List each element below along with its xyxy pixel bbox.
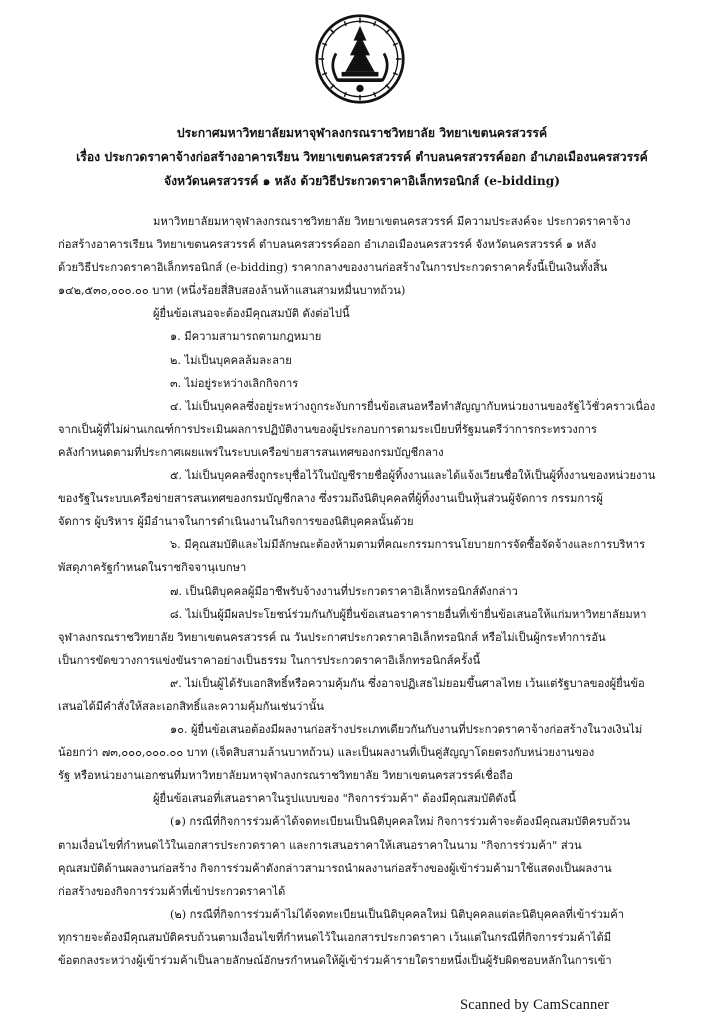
text-line: ผู้ยื่นข้อเสนอจะต้องมีคุณสมบัติ ดังต่อไปนี้ (153, 307, 350, 321)
text-line: จุฬาลงกรณราชวิทยาลัย วิทยาเขตนครสวรรค์ ณ วันประกาศประกวดราคาอิเล็กทรอนิกส์ หรือไม่เป็นผู้กระทำการอัน (58, 630, 606, 644)
text-line: ด้วยวิธีประกวดราคาอิเล็กทรอนิกส์ (e-bidding) ราคากลางของงานก่อสร้างในการประกวดราคาครั้งนี้เป็นเงินทั้งสิ้น (58, 261, 608, 275)
text-line: ของรัฐในระบบเครือข่ายสารสนเทศของกรมบัญชีกลาง ซึ่งรวมถึงนิติบุคคลที่ผู้ทิ้งงานเป็นหุ้นส่วนผู้จัดการ กรรมการผู้ (58, 492, 603, 506)
text-line: ๓. ไม่อยู่ระหว่างเลิกกิจการ (170, 376, 299, 390)
text-line: (๑) กรณีที่กิจการร่วมค้าได้จดทะเบียนเป็นนิติบุคคลใหม่ กิจการร่วมค้าจะต้องมีคุณสมบัติครบถ้วน (170, 815, 631, 829)
text-line: รัฐ หรือหน่วยงานเอกชนที่มหาวิทยาลัยมหาจุฬาลงกรณราชวิทยาลัย วิทยาเขตนครสวรรค์เชื่อถือ (58, 769, 513, 783)
text-line: ผู้ยื่นข้อเสนอที่เสนอราคาในรูปแบบของ "กิจการร่วมค้า" ต้องมีคุณสมบัติดังนี้ (153, 792, 516, 806)
text-line: ทุกรายจะต้องมีคุณสมบัติครบถ้วนตามเงื่อนไขที่กำหนดไว้ในเอกสารประกวดราคา เว้นแต่ในกรณีที่กิจการร่วมค้าได้มี (58, 930, 612, 944)
text-line: มหาวิทยาลัยมหาจุฬาลงกรณราชวิทยาลัย วิทยาเขตนครสวรรค์ มีความประสงค์จะ ประกวดราคาจ้าง (153, 215, 631, 228)
text-line: จากเป็นผู้ที่ไม่ผ่านเกณฑ์การประเมินผลการปฏิบัติงานของผู้ประกอบการตามระเบียบที่รัฐมนตรีว่าการกระทรวงการ (58, 422, 597, 436)
title-line: เรื่อง ประกวดราคาจ้างก่อสร้างอาคารเรียน วิทยาเขตนครสวรรค์ ตำบลนครสวรรค์ออก อำเภอเมืองนครสวรรค์ (76, 150, 648, 164)
scanner-watermark: Scanned by CamScanner (460, 997, 610, 1013)
text-line: คุณสมบัติด้านผลงานก่อสร้าง กิจการร่วมค้าดังกล่าวสามารถนำผลงานก่อสร้างของผู้เข้าร่วมค้ามาใช้แสดงเป็นผลงาน (58, 861, 612, 875)
announcement-body (58, 210, 672, 972)
text-line: ก่อสร้างของกิจการร่วมค้าที่เข้าประกวดราคาได้ (58, 884, 286, 898)
text-line: ๙. ไม่เป็นผู้ได้รับเอกสิทธิ์หรือความคุ้มกัน ซึ่งอาจปฏิเสธไม่ยอมขึ้นศาลไทย เว้นแต่รัฐบาลของผู้ยื่นข้อ (170, 676, 645, 690)
text-line: ๑๐. ผู้ยื่นข้อเสนอต้องมีผลงานก่อสร้างประเภทเดียวกันกับงานที่ประกวดราคาจ้างก่อสร้างในวงเงินไม่ (170, 723, 643, 737)
text-line: ๑. มีความสามารถตามกฎหมาย (170, 330, 322, 344)
text-line: ก่อสร้างอาคารเรียน วิทยาเขตนครสวรรค์ ตำบลนครสวรรค์ออก อำเภอเมืองนครสวรรค์ จังหวัดนครสวรรค์ ๑ หลัง (58, 238, 597, 252)
text-line: คลังกำหนดตามที่ประกาศเผยแพร่ในระบบเครือข่ายสารสนเทศของกรมบัญชีกลาง (58, 445, 444, 459)
text-line: (๒) กรณีที่กิจการร่วมค้าไม่ได้จดทะเบียนเป็นนิติบุคคลใหม่ นิติบุคคลแต่ละนิติบุคคลที่เข้าร่วมค้า (170, 907, 625, 921)
text-line: ตามเงื่อนไขที่กำหนดไว้ในเอกสารประกวดราคา และการเสนอราคาให้เสนอราคาในนาม "กิจการร่วมค้า" ส่วน (58, 838, 582, 852)
text-line: ๗. เป็นนิติบุคคลผู้มีอาชีพรับจ้างงานที่ประกวดราคาอิเล็กทรอนิกส์ดังกล่าว (170, 584, 518, 598)
text-line: ๒. ไม่เป็นบุคคลล้มละลาย (170, 353, 292, 367)
title-line: จังหวัดนครสวรรค์ ๑ หลัง ด้วยวิธีประกวดราคาอิเล็กทรอนิกส์ (e-bidding) (163, 174, 561, 188)
text-line: ๕. ไม่เป็นบุคคลซึ่งถูกระบุชื่อไว้ในบัญชีรายชื่อผู้ทิ้งงานและได้แจ้งเวียนชื่อให้เป็นผู้ทิ้งงานของหน่วยงาน (170, 469, 656, 483)
text-line: ๘. ไม่เป็นผู้มีผลประโยชน์ร่วมกันกับผู้ยื่นข้อเสนอราคารายอื่นที่เข้ายื่นข้อเสนอให้แก่มหาวิทยาลัยมหา (170, 607, 647, 621)
title-line: ประกาศมหาวิทยาลัยมหาจุฬาลงกรณราชวิทยาลัย วิทยาเขตนครสวรรค์ (176, 126, 548, 140)
text-line: ข้อตกลงระหว่างผู้เข้าร่วมค้าเป็นลายลักษณ์อักษรกำหนดให้ผู้เข้าร่วมค้ารายใดรายหนึ่งเป็นผู้รับผิดชอบหลักในการเข้า (58, 954, 612, 967)
text-line: น้อยกว่า ๗๓,๐๐๐,๐๐๐.๐๐ บาท (เจ็ดสิบสามล้านบาทถ้วน) และเป็นผลงานที่เป็นคู่สัญญาโดยตรงกับหน่วยงานของ (58, 746, 595, 760)
text-line: พัสดุภาครัฐกำหนดในราชกิจจานุเบกษา (58, 561, 247, 575)
text-line: ๑๔๒,๕๓๐,๐๐๐.๐๐ บาท (หนึ่งร้อยสี่สิบสองล้านห้าแสนสามหมื่นบาทถ้วน) (58, 284, 406, 298)
text-line: ๔. ไม่เป็นบุคคลซึ่งอยู่ระหว่างถูกระงับการยื่นข้อเสนอหรือทำสัญญากับหน่วยงานของรัฐไว้ชั่วคราวเนื่อง (170, 399, 656, 413)
text-line: เป็นการขัดขวางการแข่งขันราคาอย่างเป็นธรรม ในการประกวดราคาอิเล็กทรอนิกส์ครั้งนี้ (58, 653, 481, 667)
text-line: จัดการ ผู้บริหาร ผู้มีอำนาจในการดำเนินงานในกิจการของนิติบุคคลนั้นด้วย (58, 515, 414, 529)
text-line: เสนอได้มีคำสั่งให้สละเอกสิทธิ์และความคุ้มกันเช่นว่านั้น (58, 699, 324, 713)
text-line: ๖. มีคุณสมบัติและไม่มีลักษณะต้องห้ามตามที่คณะกรรมการนโยบายการจัดซื้อจัดจ้างและการบริหาร (170, 538, 646, 552)
announcement-title (60, 121, 664, 193)
university-seal-icon (314, 12, 406, 106)
